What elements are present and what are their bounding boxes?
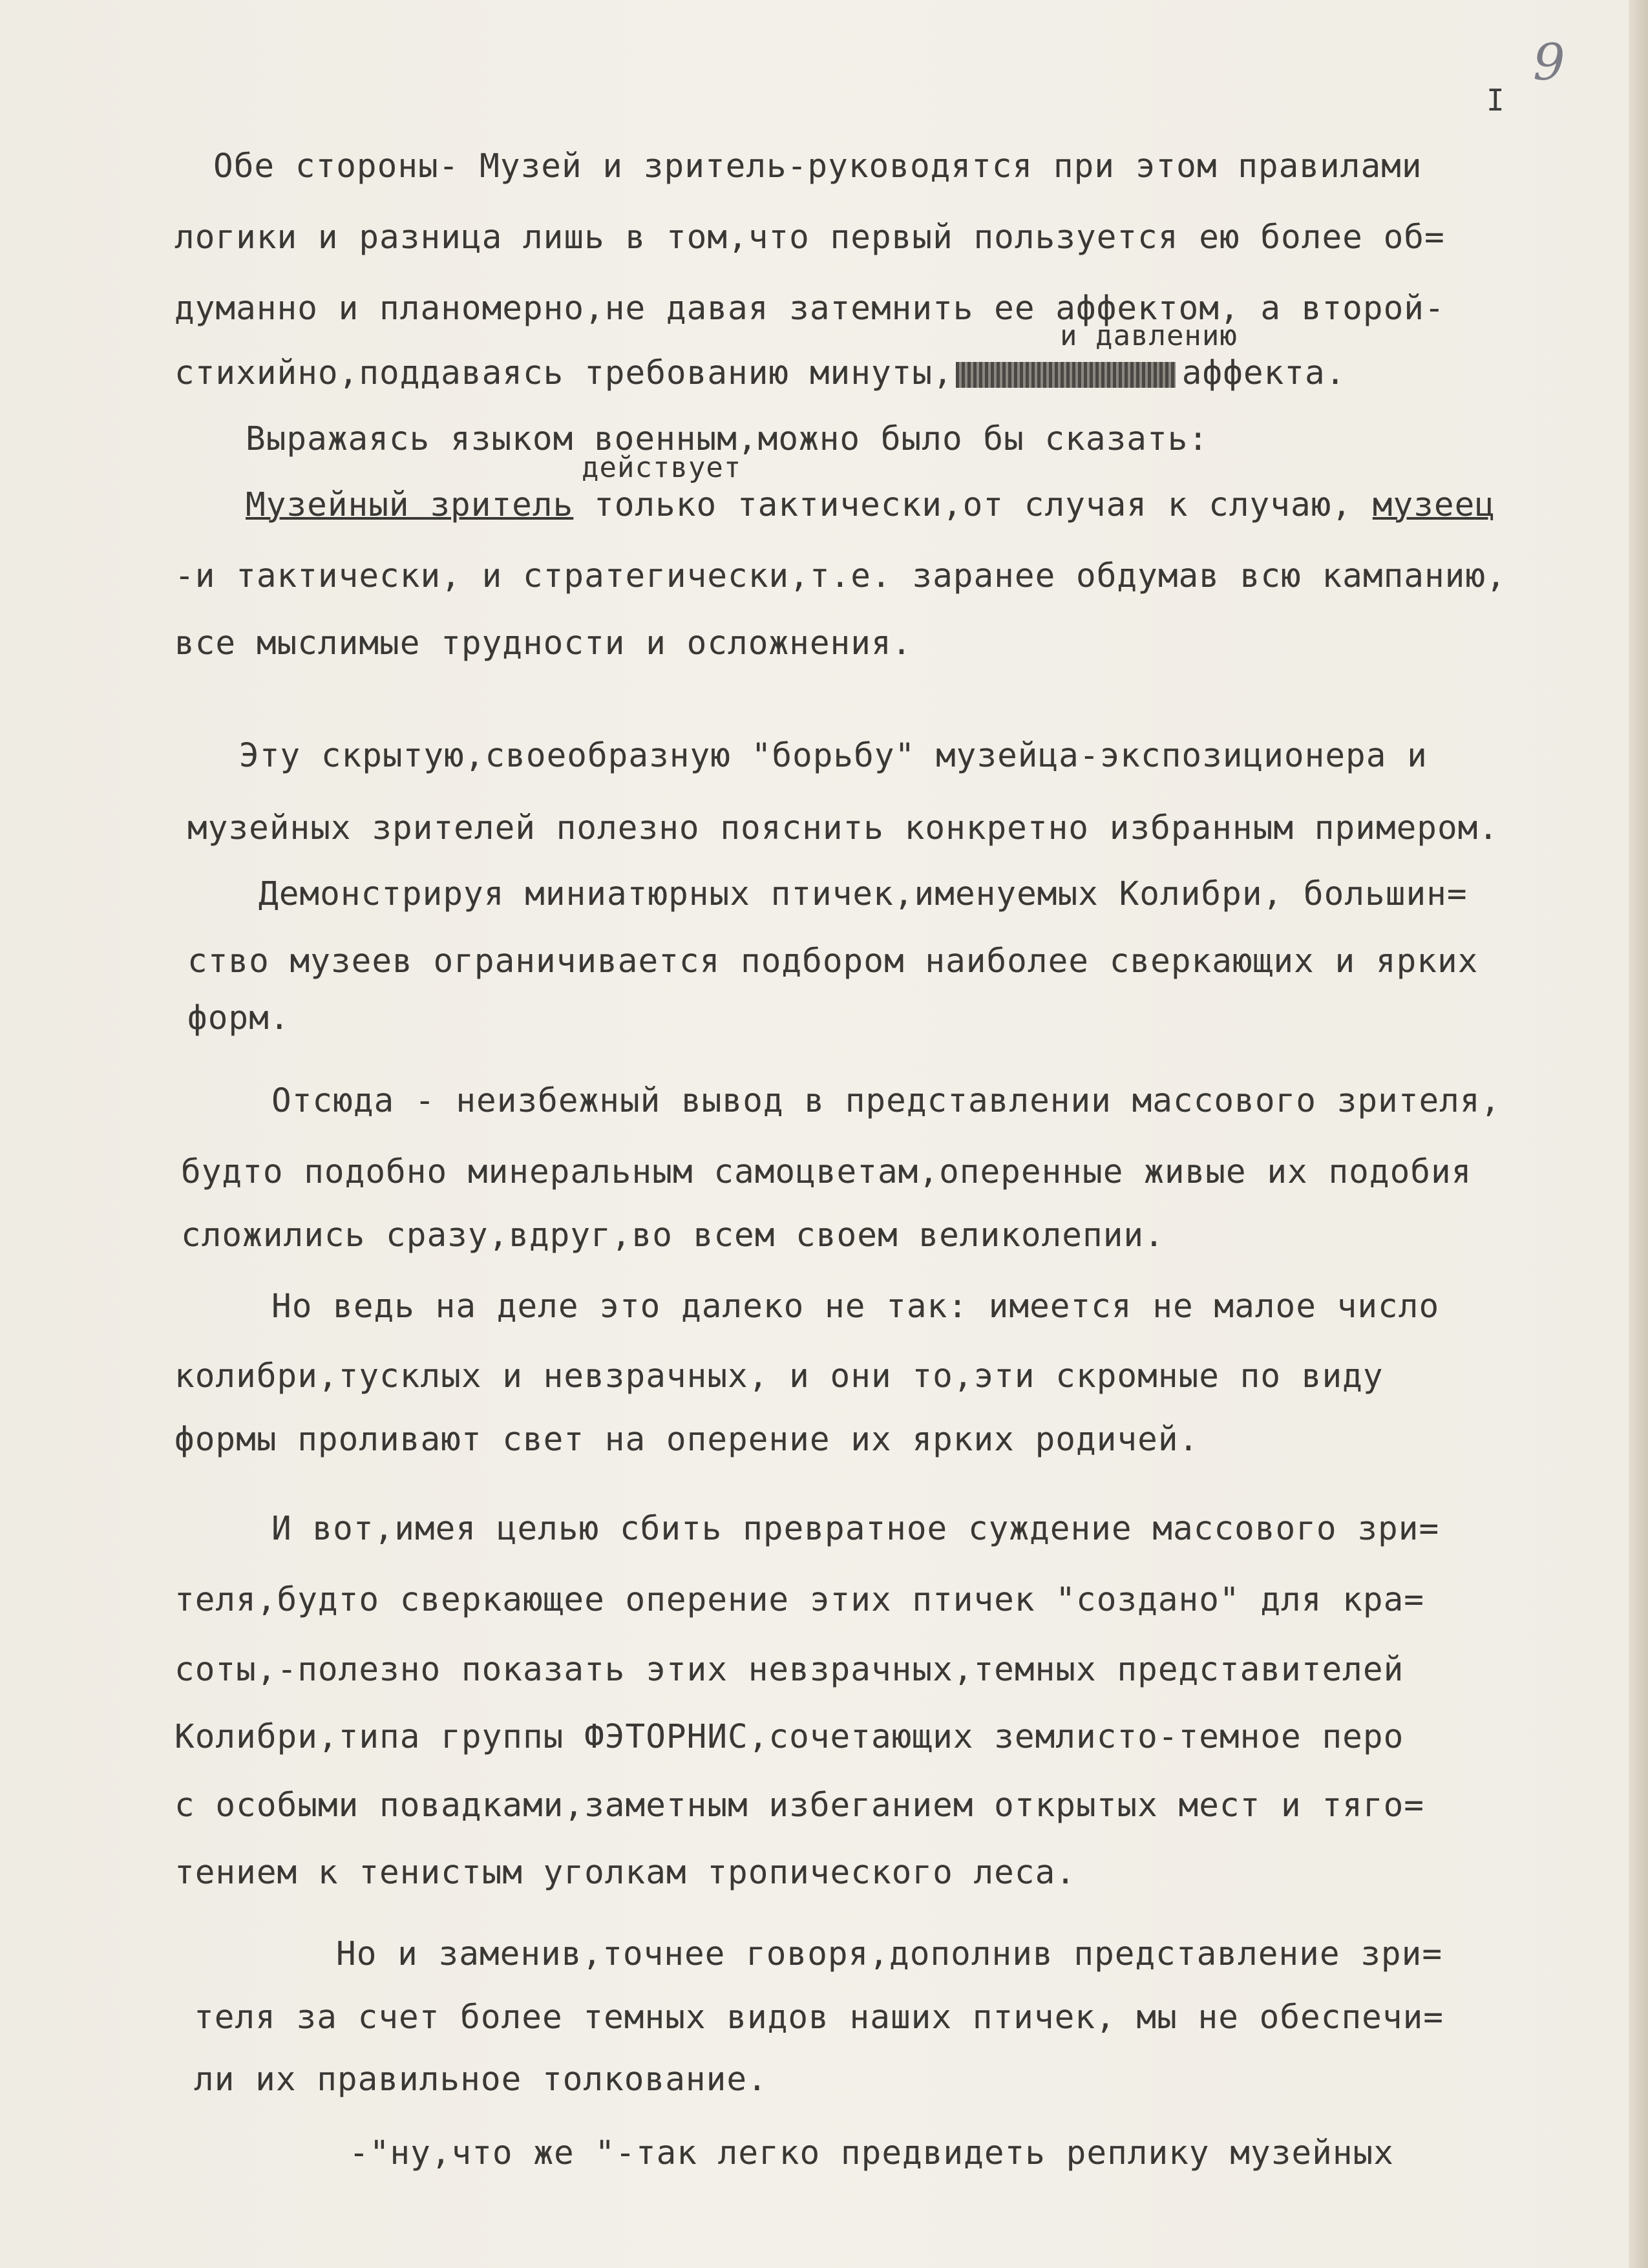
- text-line: теля за счет более темных видов наших птичек, мы не обеспечи=: [194, 1998, 1444, 2037]
- underlined-term: музеец: [1372, 486, 1495, 524]
- text-line: Отсюда - неизбежный вывод в представлении массового зрителя,: [271, 1082, 1501, 1120]
- text-segment: стихийно,поддаваясь требованию минуты,: [174, 354, 953, 392]
- text-line: музейных зрителей полезно пояснить конкретно избранным примером.: [187, 809, 1499, 847]
- text-line: Обе стороны- Музей и зритель-руководятся при этом правилами: [213, 147, 1422, 185]
- text-line: [246, 485, 1495, 526]
- text-line: Но и заменив,точнее говоря,дополнив представление зри=: [336, 1935, 1443, 1973]
- archive-page-number: 9: [1533, 34, 1565, 92]
- text-line: думанно и планомерно,не давая затемнить ее аффектом, а второй-: [174, 290, 1445, 328]
- text-line: тением к тенистым уголкам тропического леса.: [174, 1854, 1077, 1892]
- text-line: теля,будто сверкающее оперение этих птичек "создано" для кра=: [174, 1581, 1424, 1619]
- text-line: соты,-полезно показать этих невзрачных,темных представителей: [174, 1651, 1404, 1689]
- text-line: с особыми повадками,заметным избеганием открытых мест и тяго=: [174, 1786, 1424, 1825]
- text-line: все мыслимые трудности и осложнения.: [174, 624, 913, 662]
- text-segment: аффекта.: [1181, 354, 1346, 392]
- text-line: И вот,имея целью сбить превратное суждение массового зри=: [271, 1510, 1440, 1548]
- text-line: форм.: [187, 999, 290, 1037]
- text-line: колибри,тусклых и невзрачных, и они то,эти скромные по виду: [174, 1357, 1384, 1395]
- text-line: [174, 353, 1346, 394]
- text-line: логики и разница лишь в том,что первый пользуется ею более об=: [174, 218, 1445, 257]
- text-line: Демонстрируя миниатюрных птичек,именуемых Колибри, большин=: [259, 875, 1468, 913]
- text-line: Эту скрытую,своеобразную "борьбу" музейца-экспозиционера и: [239, 737, 1428, 775]
- strikethrough-mark: [956, 362, 1176, 388]
- typed-page-number: I: [1486, 83, 1505, 118]
- text-line: Колибри,типа группы ФЭТОРНИС,сочетающих землисто-темное перо: [174, 1718, 1404, 1756]
- underlined-term: Музейный зритель: [246, 486, 574, 524]
- text-line: ство музеев ограничивается подбором наиболее сверкающих и ярких: [187, 942, 1479, 980]
- page-edge-shadow: [1629, 0, 1648, 2268]
- text-line: -и тактически, и стратегически,т.е. заранее обдумав всю кампанию,: [174, 557, 1506, 595]
- text-line: сложились сразу,вдруг,во всем своем великолепии.: [181, 1216, 1165, 1255]
- text-line: -"ну,что же "-так легко предвидеть реплику музейных: [349, 2134, 1394, 2172]
- text-segment: только тактически,от случая к случаю,: [573, 486, 1373, 524]
- handwritten-insertion: действует: [582, 451, 742, 484]
- text-line: Но ведь на деле это далеко не так: имеется не малое число: [271, 1288, 1440, 1326]
- text-line: формы проливают свет на оперение их ярких родичей.: [174, 1421, 1199, 1459]
- handwritten-insertion: и давлению: [1060, 319, 1238, 352]
- text-line: ли их правильное толкование.: [194, 2061, 768, 2099]
- text-line: будто подобно минеральным самоцветам,оперенные живые их подобия: [181, 1153, 1472, 1191]
- text-line: Выражаясь языком военным,можно было бы сказать:: [246, 420, 1209, 458]
